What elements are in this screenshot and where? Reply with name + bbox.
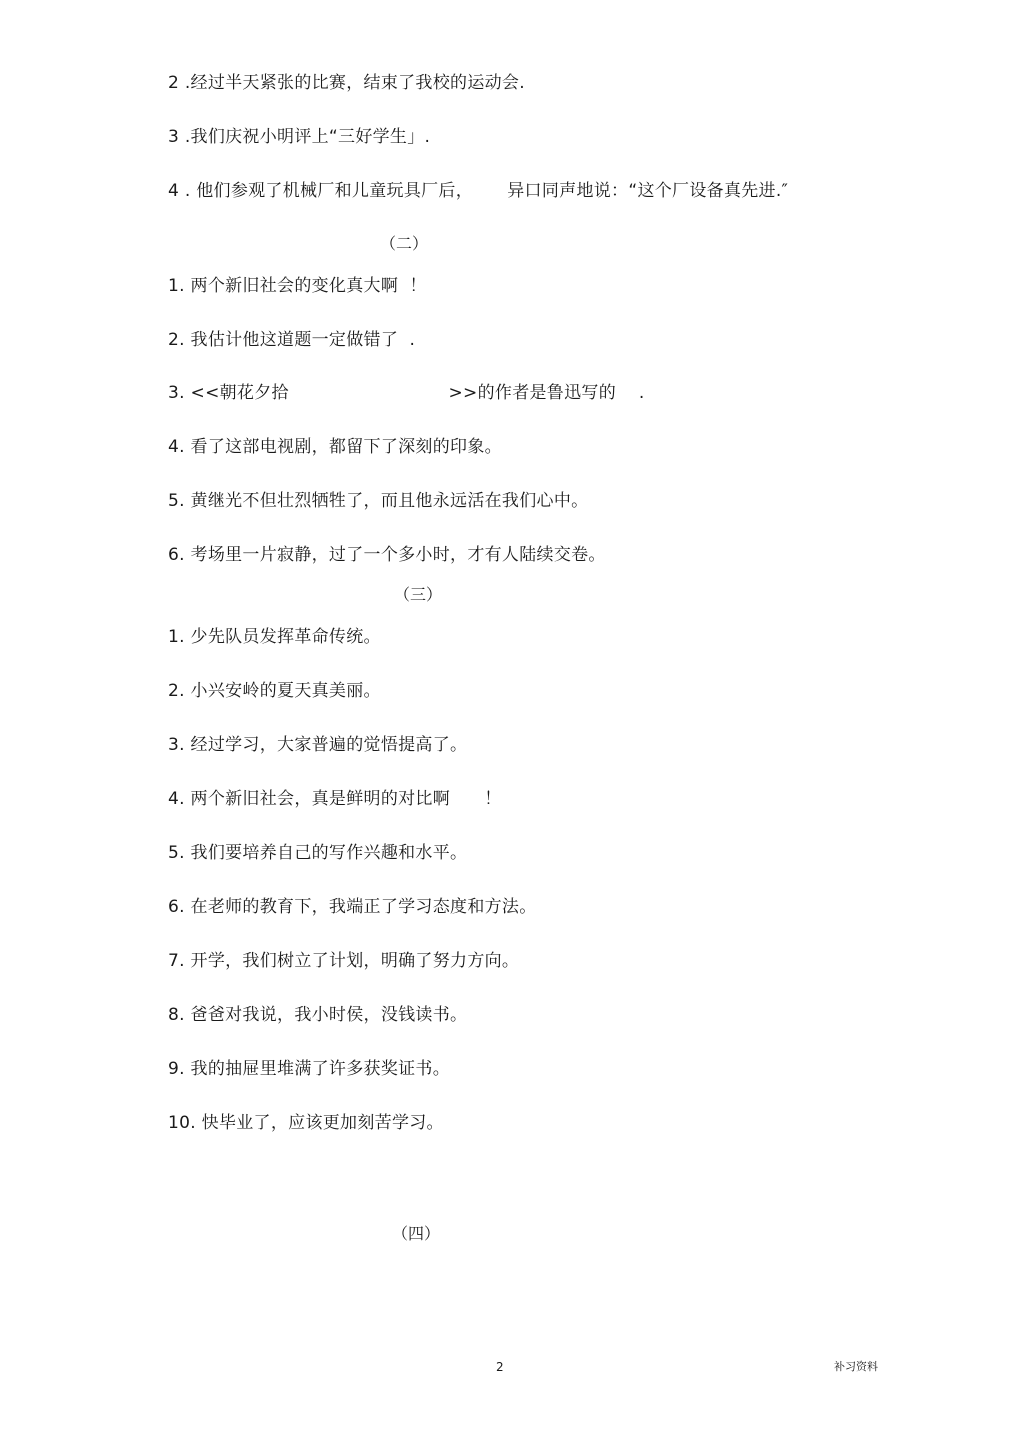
sentence-item: 2. 小兴安岭的夏天真美丽。 [168,681,381,701]
page-number: 2 [496,1360,504,1374]
sentence-item: 3 .我们庆祝小明评上“三好学生」. [168,127,431,147]
sentence-item: 2 .经过半天紧张的比赛，结束了我校的运动会. [168,73,525,93]
sentence-item: 6. 考场里一片寂静，过了一个多小时，才有人陆续交卷。 [168,545,606,565]
sentence-item: 1. 两个新旧社会的变化真大啊 ！ [168,276,427,296]
sentence-item: 3. <<朝花夕拾 >>的作者是鲁迅写的 . [168,383,645,403]
section-heading-four: （四） [392,1224,441,1243]
section-heading-two: （二） [380,234,429,253]
sentence-item: 1. 少先队员发挥革命传统。 [168,627,381,647]
sentence-item: 3. 经过学习，大家普遍的觉悟提高了。 [168,735,468,755]
sentence-item: 6. 在老师的教育下，我端正了学习态度和方法。 [168,897,537,917]
sentence-item: 5. 黄继光不但壮烈牺牲了，而且他永远活在我们心中。 [168,491,589,511]
sentence-item: 4. 两个新旧社会，真是鲜明的对比啊 ！ [168,789,502,809]
footer-note: 补习资料 [834,1360,878,1373]
sentence-item: 4. 看了这部电视剧，都留下了深刻的印象。 [168,437,502,457]
sentence-item: 7. 开学，我们树立了计划，明确了努力方向。 [168,951,520,971]
sentence-item: 4 . 他们参观了机械厂和儿童玩具厂后， 异口同声地说：“这个厂设备真先进.″ [168,181,789,201]
section-heading-three: （三） [394,585,443,604]
sentence-item: 2. 我估计他这道题一定做错了 . [168,330,416,350]
sentence-item: 8. 爸爸对我说，我小时侯，没钱读书。 [168,1005,468,1025]
sentence-item: 5. 我们要培养自己的写作兴趣和水平。 [168,843,468,863]
sentence-item: 9. 我的抽屉里堆满了许多获奖证书。 [168,1059,451,1079]
sentence-item: 10. 快毕业了，应该更加刻苦学习。 [168,1113,444,1133]
